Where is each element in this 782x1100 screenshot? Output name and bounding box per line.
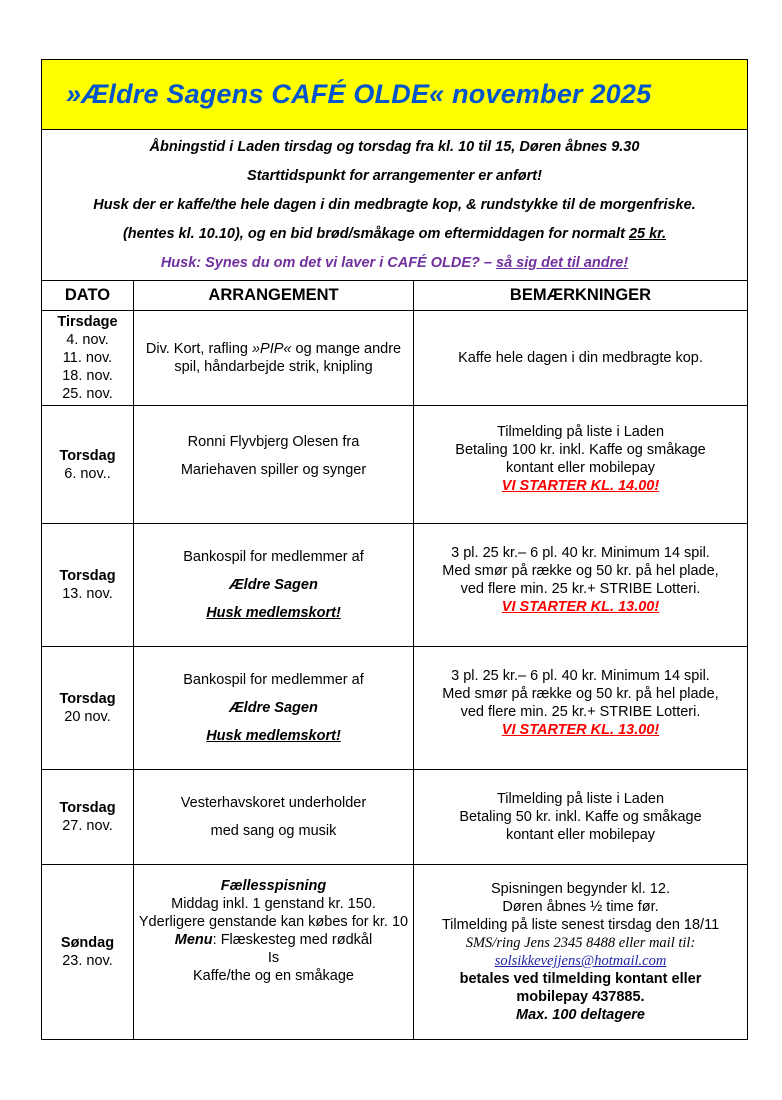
event-title: Fællesspisning	[220, 878, 327, 894]
max-participants: Max. 100 deltagere	[516, 1007, 645, 1023]
column-header-notes: BEMÆRKNINGER	[414, 281, 748, 311]
organisation-name: Ældre Sagen	[229, 700, 318, 716]
column-header-event: ARRANGEMENT	[134, 281, 414, 311]
title-banner	[42, 60, 748, 130]
table-row	[42, 524, 748, 647]
notes-cell: Kaffe hele dagen i din medbragte kop.	[414, 311, 748, 406]
notes-cell: Tilmelding på liste i Laden Betaling 50 kr. inkl. Kaffe og småkage kontant eller mobilepay	[414, 770, 748, 865]
notes-cell: Spisningen begynder kl. 12. Døren åbnes ½ time før. Tilmelding på liste senest tirsdag den 18/11 SMS/ring Jens 2345 8488 eller mail til: solsikkevejjens@hotmail.com betales ved tilmelding kontant eller mobilepay 437885. Max. 100 deltagere	[414, 865, 748, 1040]
share-link: så sig det til andre!	[496, 254, 629, 271]
schedule-table	[41, 59, 748, 1040]
contact-line: SMS/ring Jens 2345 8488 eller mail til:	[465, 935, 696, 951]
date-cell: Søndag 23. nov.	[42, 865, 134, 1040]
email-link[interactable]: solsikkevejjens@hotmail.com	[494, 953, 667, 969]
page-title: »Ældre Sagens CAFÉ OLDE« november 2025	[66, 79, 652, 109]
pickup-note: (hentes kl. 10.10), og en bid brød/småkage om eftermiddagen for normalt 25 kr.	[122, 225, 667, 242]
price: 25 kr.	[628, 225, 667, 242]
intro-section	[42, 130, 748, 281]
date-cell: Torsdag 27. nov.	[42, 770, 134, 865]
start-time: VI STARTER KL. 14.00!	[501, 477, 660, 494]
notes-cell: 3 pl. 25 kr.– 6 pl. 40 kr. Minimum 14 spil. Med smør på række og 50 kr. på hel plade, ved flere min. 25 kr.+ STRIBE Lotteri. VI STARTER KL. 13.00!	[414, 647, 748, 770]
start-time-note: Starttidspunkt for arrangementer er anført!	[247, 167, 542, 184]
event-cell: Vesterhavskoret underholder med sang og musik	[134, 770, 414, 865]
document-page	[41, 59, 747, 1040]
table-row	[42, 406, 748, 524]
event-cell: Fællesspisning Middag inkl. 1 genstand kr. 150. Yderligere genstande kan købes for kr. 10 Menu: Flæskesteg med rødkål Is Kaffe/the og en småkage	[134, 865, 414, 1040]
organisation-name: Ældre Sagen	[229, 577, 318, 593]
table-row	[42, 865, 748, 1040]
date-cell: Torsdag 20 nov.	[42, 647, 134, 770]
membership-note: Husk medlemskort!	[206, 605, 341, 621]
notes-cell: Tilmelding på liste i Laden Betaling 100 kr. inkl. Kaffe og småkage kontant eller mobilepay VI STARTER KL. 14.00!	[414, 406, 748, 524]
event-cell: Bankospil for medlemmer af Ældre Sagen Husk medlemskort!	[134, 647, 414, 770]
column-header-date: DATO	[42, 281, 134, 311]
menu-line: Menu: Flæskesteg med rødkål	[174, 932, 373, 948]
start-time: VI STARTER KL. 13.00!	[501, 722, 660, 738]
date-cell: Torsdag 6. nov..	[42, 406, 134, 524]
start-time: VI STARTER KL. 13.00!	[501, 599, 660, 615]
share-note: Husk: Synes du om det vi laver i CAFÉ OLDE? – så sig det til andre!	[160, 254, 629, 271]
table-header	[42, 281, 748, 311]
event-cell: Ronni Flyvbjerg Olesen fra Mariehaven spiller og synger	[134, 406, 414, 524]
event-cell: Bankospil for medlemmer af Ældre Sagen Husk medlemskort!	[134, 524, 414, 647]
table-row	[42, 311, 748, 406]
event-cell: Div. Kort, rafling »PIP« og mange andre spil, håndarbejde strik, knipling	[134, 311, 414, 406]
coffee-note: Husk der er kaffe/the hele dagen i din medbragte kop, & rundstykke til de morgenfriske.	[93, 196, 696, 213]
notes-cell: 3 pl. 25 kr.– 6 pl. 40 kr. Minimum 14 spil. Med smør på række og 50 kr. på hel plade, ved flere min. 25 kr.+ STRIBE Lotteri. VI STARTER KL. 13.00!	[414, 524, 748, 647]
table-row	[42, 770, 748, 865]
membership-note: Husk medlemskort!	[206, 728, 341, 744]
date-cell: Tirsdage 4. nov. 11. nov. 18. nov. 25. nov.	[42, 311, 134, 406]
table-row	[42, 647, 748, 770]
date-cell: Torsdag 13. nov.	[42, 524, 134, 647]
opening-hours: Åbningstid i Laden tirsdag og torsdag fra kl. 10 til 15, Døren åbnes 9.30	[149, 138, 640, 155]
